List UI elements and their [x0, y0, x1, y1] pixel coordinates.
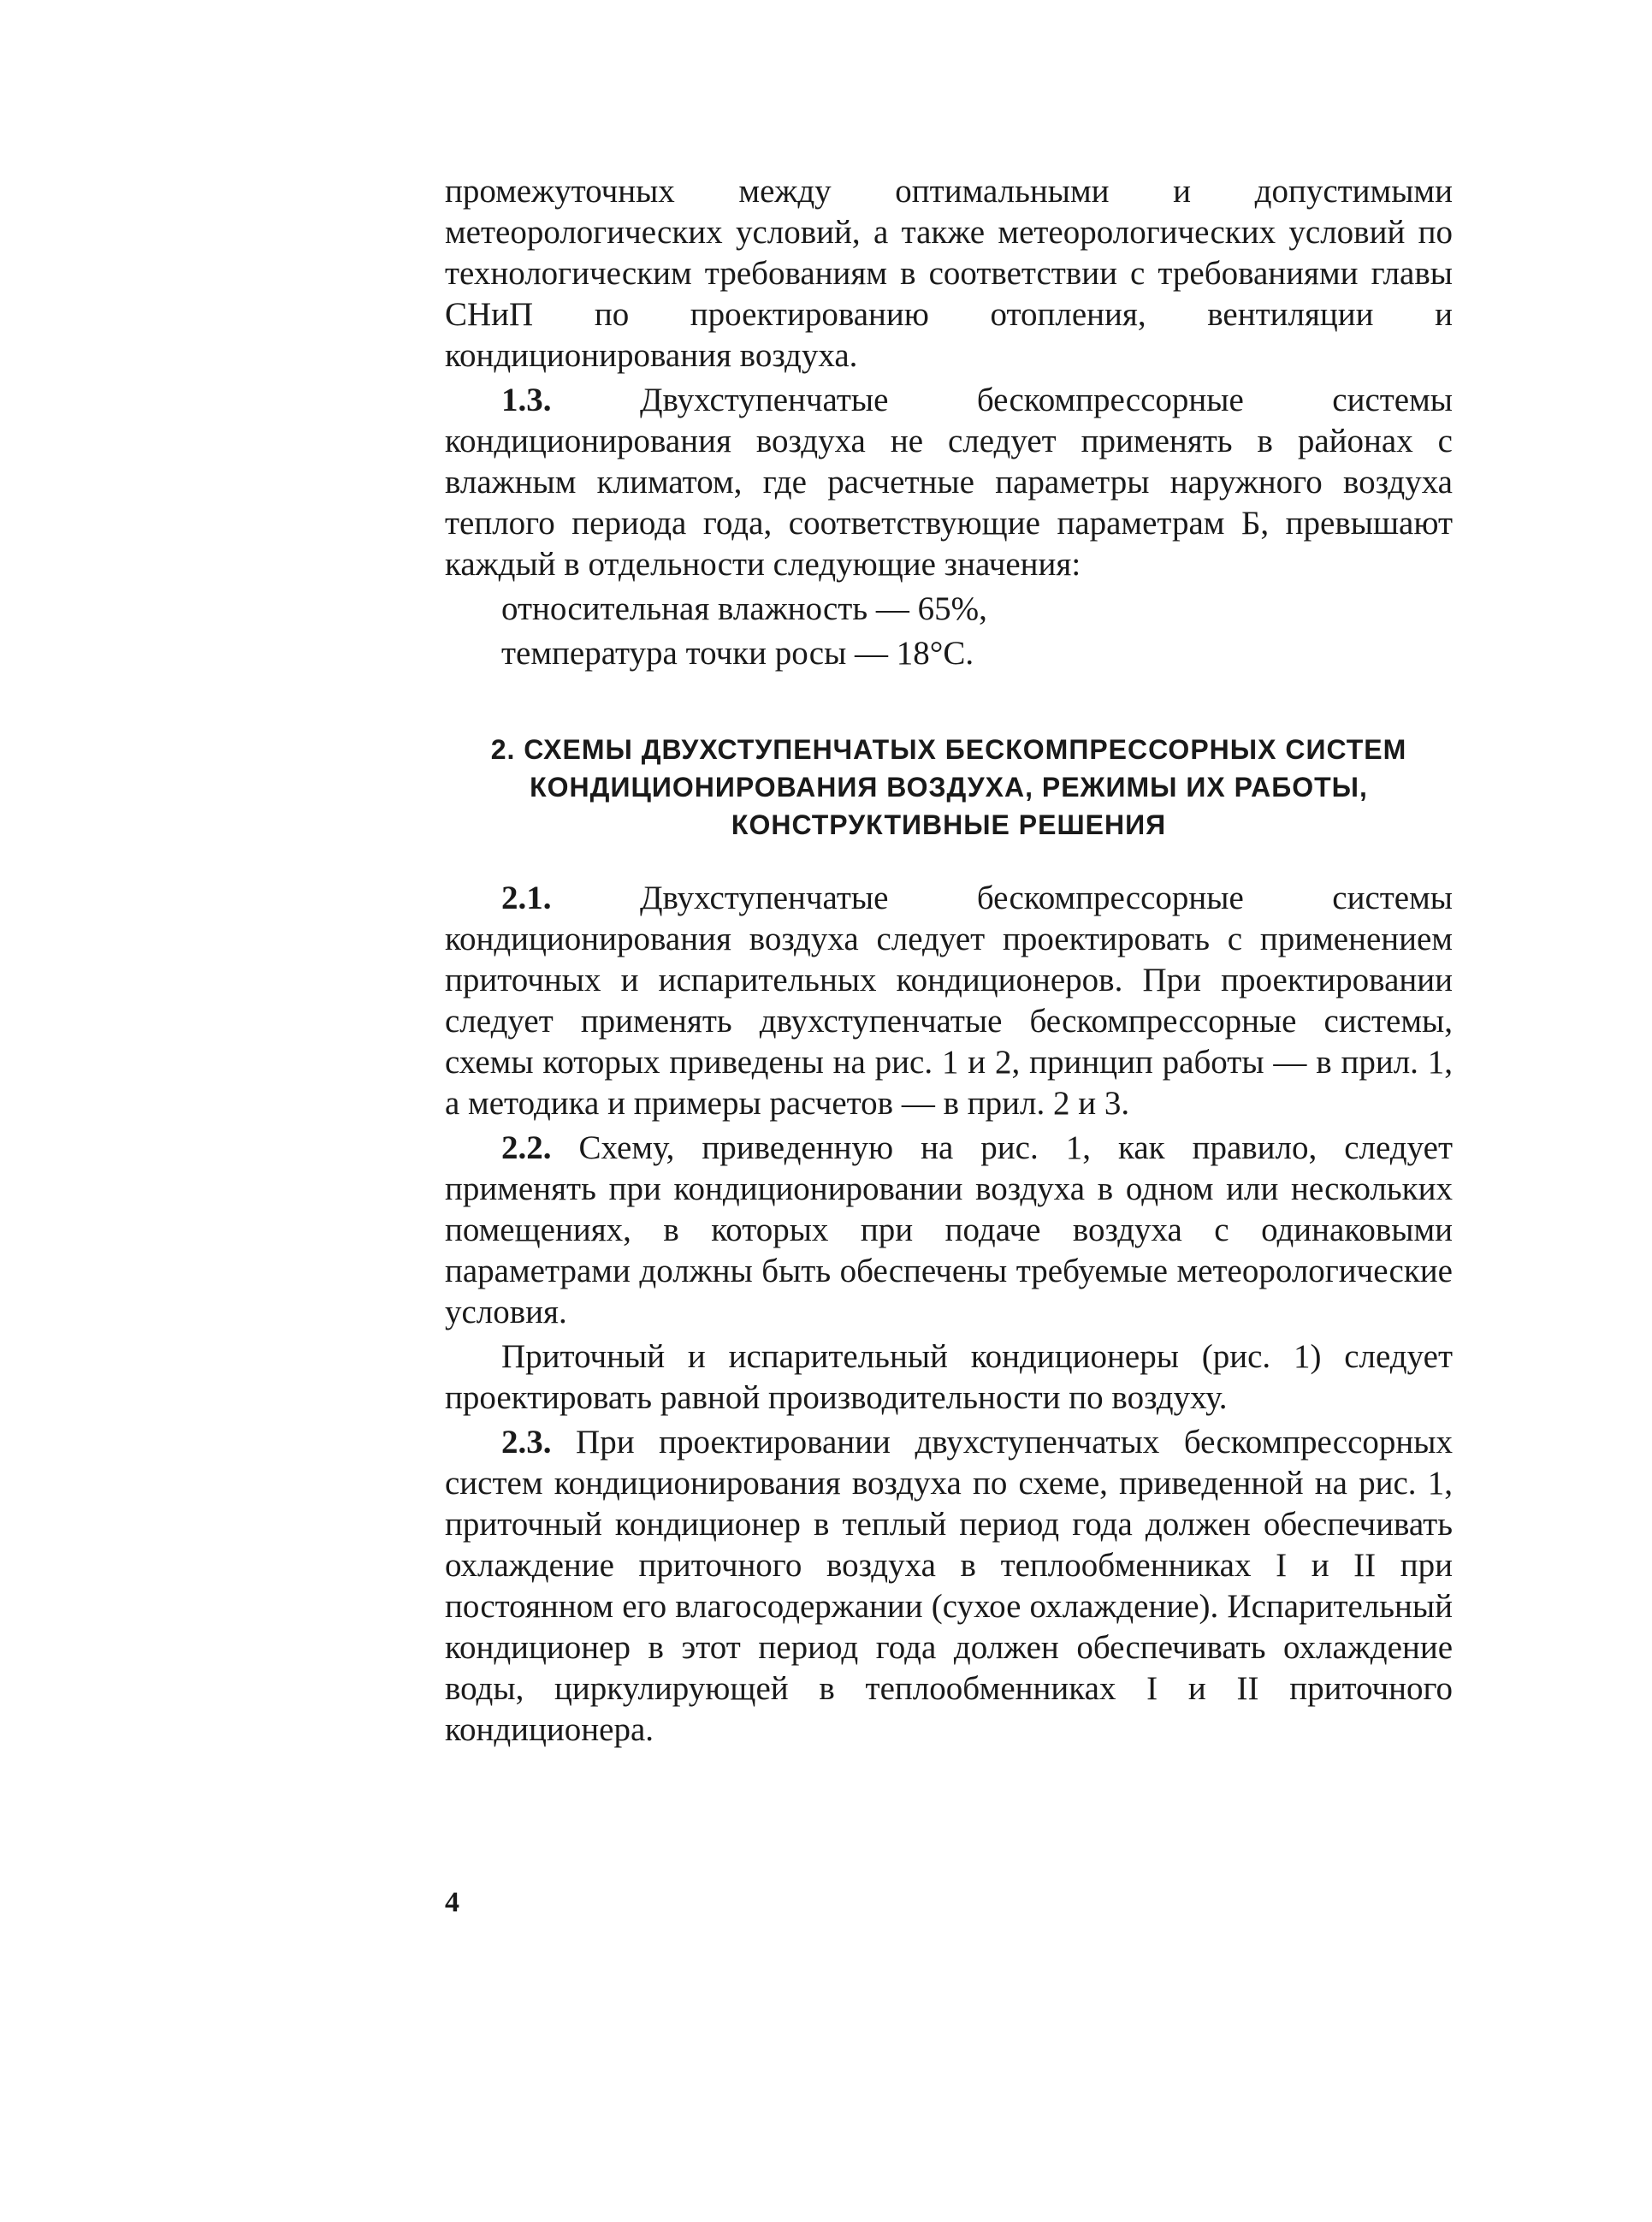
paragraph-text: Двухступенчатые бескомпрессорные системы кондиционирования воздуха следует проектировать с применением приточных и испарительных кондиционеров. При проектировании следует применять двухступенчатые бескомпрессорные системы, схемы которых приведены на рис. 1 и 2, принцип работы — в прил. 1, а методика и примеры расчетов — в прил. 2 и 3.: [445, 880, 1453, 1122]
paragraph-2-2-continued: Приточный и испарительный кондиционеры (рис. 1) следует проектировать равной производительности по воздуху.: [445, 1338, 1453, 1416]
paragraph-text: При проектировании двухступенчатых бескомпрессорных систем кондиционирования воздуха по схеме, приведенной на рис. 1, приточный кондиционер в теплый период года должен обеспечивать охлаждение приточного воздуха в теплообменниках I и II при постоянном его влагосодержании (сухое охлаждение). Испарительный кондиционер в этот период года должен обеспечивать охлаждение воды, циркулирующей в теплообменниках I и II приточного кондиционера.: [445, 1424, 1453, 1748]
paragraph-text: Двухступенчатые бескомпрессорные системы кондиционирования воздуха не следует применять в районах с влажным климатом, где расчетные параметры наружного воздуха теплого периода года, соответствующие параметрам Б, превышают каждый в отдельности следующие значения:: [445, 382, 1453, 583]
condition-dew-point: температура точки росы — 18°С.: [501, 635, 974, 672]
heading-line-1: 2. СХЕМЫ ДВУХСТУПЕНЧАТЫХ БЕСКОМПРЕССОРНЫХ СИСТЕМ: [490, 734, 1407, 765]
page-body: [445, 171, 1453, 1751]
paragraph-continuation: промежуточных между оптимальными и допустимыми метеорологических условий, а также метеорологических условий по технологическим требованиям в соответствии с требованиями главы СНиП по проектированию отопления, вентиляции и кондиционирования воздуха.: [445, 173, 1453, 374]
paragraph-2-3: [445, 1422, 1453, 1751]
clause-number: 2.3.: [501, 1424, 552, 1461]
heading-line-2: КОНДИЦИОНИРОВАНИЯ ВОЗДУХА, РЕЖИМЫ ИХ РАБОТЫ,: [530, 772, 1368, 803]
clause-number: 2.1.: [501, 880, 552, 916]
condition-humidity: относительная влажность — 65%,: [501, 590, 987, 627]
paragraph-text: Схему, приведенную на рис. 1, как правило, следует применять при кондиционировании воздуха в одном или нескольких помещениях, в которых при подаче воздуха с одинаковыми параметрами должны быть обеспечены требуемые метеорологические условия.: [445, 1129, 1453, 1330]
page-number: 4: [445, 1887, 459, 1918]
paragraph-1-3: [445, 380, 1453, 585]
clause-number: 2.2.: [501, 1129, 552, 1166]
paragraph-2-1: [445, 878, 1453, 1124]
heading-line-3: КОНСТРУКТИВНЫЕ РЕШЕНИЯ: [731, 809, 1167, 840]
paragraph-2-2: [445, 1128, 1453, 1333]
section-heading: [445, 731, 1453, 844]
clause-number: 1.3.: [501, 382, 552, 418]
